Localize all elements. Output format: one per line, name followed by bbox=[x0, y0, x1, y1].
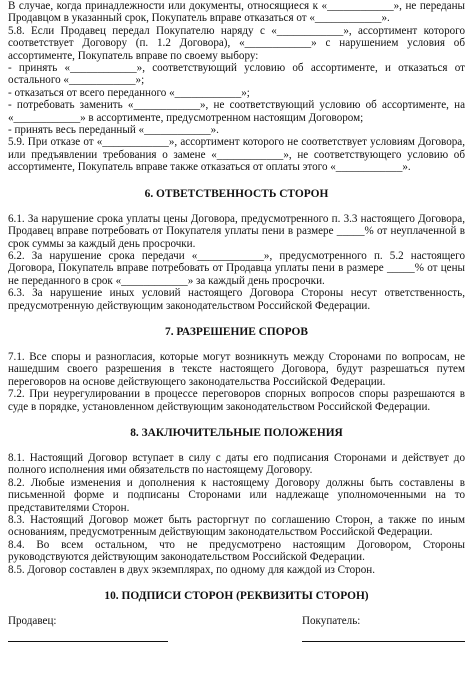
paragraph: 8.2. Любые изменения и дополнения к настоящему Договору должны быть составлены в письменной форме и подписаны Сторонами или надлежаще уполномоченными на то представителями Сторон. bbox=[8, 476, 465, 514]
spacer bbox=[8, 339, 465, 351]
paragraph: 5.9. При отказе от «____________», ассортимент которого не соответствует условиям Договора, или предъявлении требования о замене «____________», не соответствующего условию об ассортименте, Покупатель вправе также отказаться от оплаты этого «____________». bbox=[8, 136, 465, 174]
spacer bbox=[8, 576, 465, 590]
section-final bbox=[8, 452, 465, 576]
section-disputes bbox=[8, 351, 465, 413]
seller-signature-line bbox=[8, 629, 168, 642]
section-liability bbox=[8, 213, 465, 312]
paragraph: 6.3. За нарушение иных условий настоящего Договора Стороны несут ответственность, предусмотренную действующим законодательством Российской Федерации. bbox=[8, 287, 465, 312]
section-heading-final: 8. ЗАКЛЮЧИТЕЛЬНЫЕ ПОЛОЖЕНИЯ bbox=[130, 426, 343, 439]
section-heading-disputes: 7. РАЗРЕШЕНИЕ СПОРОВ bbox=[165, 325, 308, 338]
paragraph: 8.5. Договор составлен в двух экземплярах, по одному для каждой из Сторон. bbox=[8, 563, 375, 576]
signature-row bbox=[8, 615, 465, 642]
buyer-signature-block bbox=[302, 615, 465, 642]
spacer bbox=[8, 312, 465, 326]
spacer bbox=[8, 174, 465, 188]
spacer bbox=[8, 440, 465, 452]
section-heading-signatures: 10. ПОДПИСИ СТОРОН (РЕКВИЗИТЫ СТОРОН) bbox=[104, 590, 369, 603]
paragraph: 8.4. Во всем остальном, что не предусмотрено настоящим Договором, Стороны руководствуются действующим законодательством Российской Федерации. bbox=[8, 538, 465, 564]
list-item: - потребовать заменить «____________», не соответствующий условию об ассортименте, на «____________» в ассортименте, предусмотренном настоящим Договором; bbox=[8, 99, 465, 124]
section-heading-liability: 6. ОТВЕТСТВЕННОСТЬ СТОРОН bbox=[144, 187, 329, 200]
paragraph: 6.1. За нарушение срока уплаты цены Договора, предусмотренного п. 3.3 настоящего Договора, Продавец вправе потребовать от Покупателя уплаты пени в размере _____% от неуплаченной в срок суммы за каждый день просрочки. bbox=[8, 212, 465, 250]
paragraph: 8.3. Настоящий Договор может быть расторгнут по соглашению Сторон, а также по иным основаниям, предусмотренным действующим законодательством Российской Федерации. bbox=[8, 514, 465, 539]
top-clauses bbox=[8, 0, 465, 174]
spacer bbox=[8, 413, 465, 427]
paragraph: 5.8. Если Продавец передал Покупателю наряду с «____________», ассортимент которого соответствует Договору (п. 1.2 Договора), «____________» с нарушением условия об ассортименте, Покупатель вправе по своему выбору: bbox=[8, 24, 465, 62]
list-item: - принять «____________», соответствующий условию об ассортименте, и отказаться от остального «____________»; bbox=[8, 62, 465, 87]
spacer bbox=[8, 603, 465, 615]
paragraph: 8.1. Настоящий Договор вступает в силу с даты его подписания Сторонами и действует до полного исполнения ими обязательств по настоящему Договору. bbox=[8, 451, 465, 477]
paragraph: 7.2. При неурегулировании в процессе переговоров спорных вопросов споры разрешаются в суде в порядке, установленном действующим законодательством Российской Федерации. bbox=[8, 388, 465, 413]
buyer-signature-line bbox=[302, 629, 465, 642]
list-item: - принять весь переданный «____________». bbox=[8, 124, 219, 137]
list-item: - отказаться от всего переданного «____________»; bbox=[8, 86, 250, 99]
buyer-label: Покупатель: bbox=[302, 615, 361, 628]
paragraph: В случае, когда принадлежности или документы, относящиеся к «____________», не переданы Продавцом в указанный срок, Покупатель вправе отказаться от «____________». bbox=[8, 0, 465, 25]
paragraph: 7.1. Все споры и разногласия, которые могут возникнуть между Сторонами по вопросам, не нашедшим своего разрешения в тексте настоящего Договора, будут разрешаться путем переговоров на основе действующего законодательства Российской Федерации. bbox=[8, 350, 465, 388]
seller-signature-block bbox=[8, 615, 168, 642]
spacer bbox=[8, 201, 465, 213]
paragraph: 6.2. За нарушение срока передачи «____________», предусмотренного п. 5.2 настоящего Договора, Покупатель вправе потребовать от Продавца уплаты пени в размере _____% от цены не переданного в срок «____________» за каждый день просрочки. bbox=[8, 249, 465, 287]
seller-label: Продавец: bbox=[8, 615, 57, 628]
